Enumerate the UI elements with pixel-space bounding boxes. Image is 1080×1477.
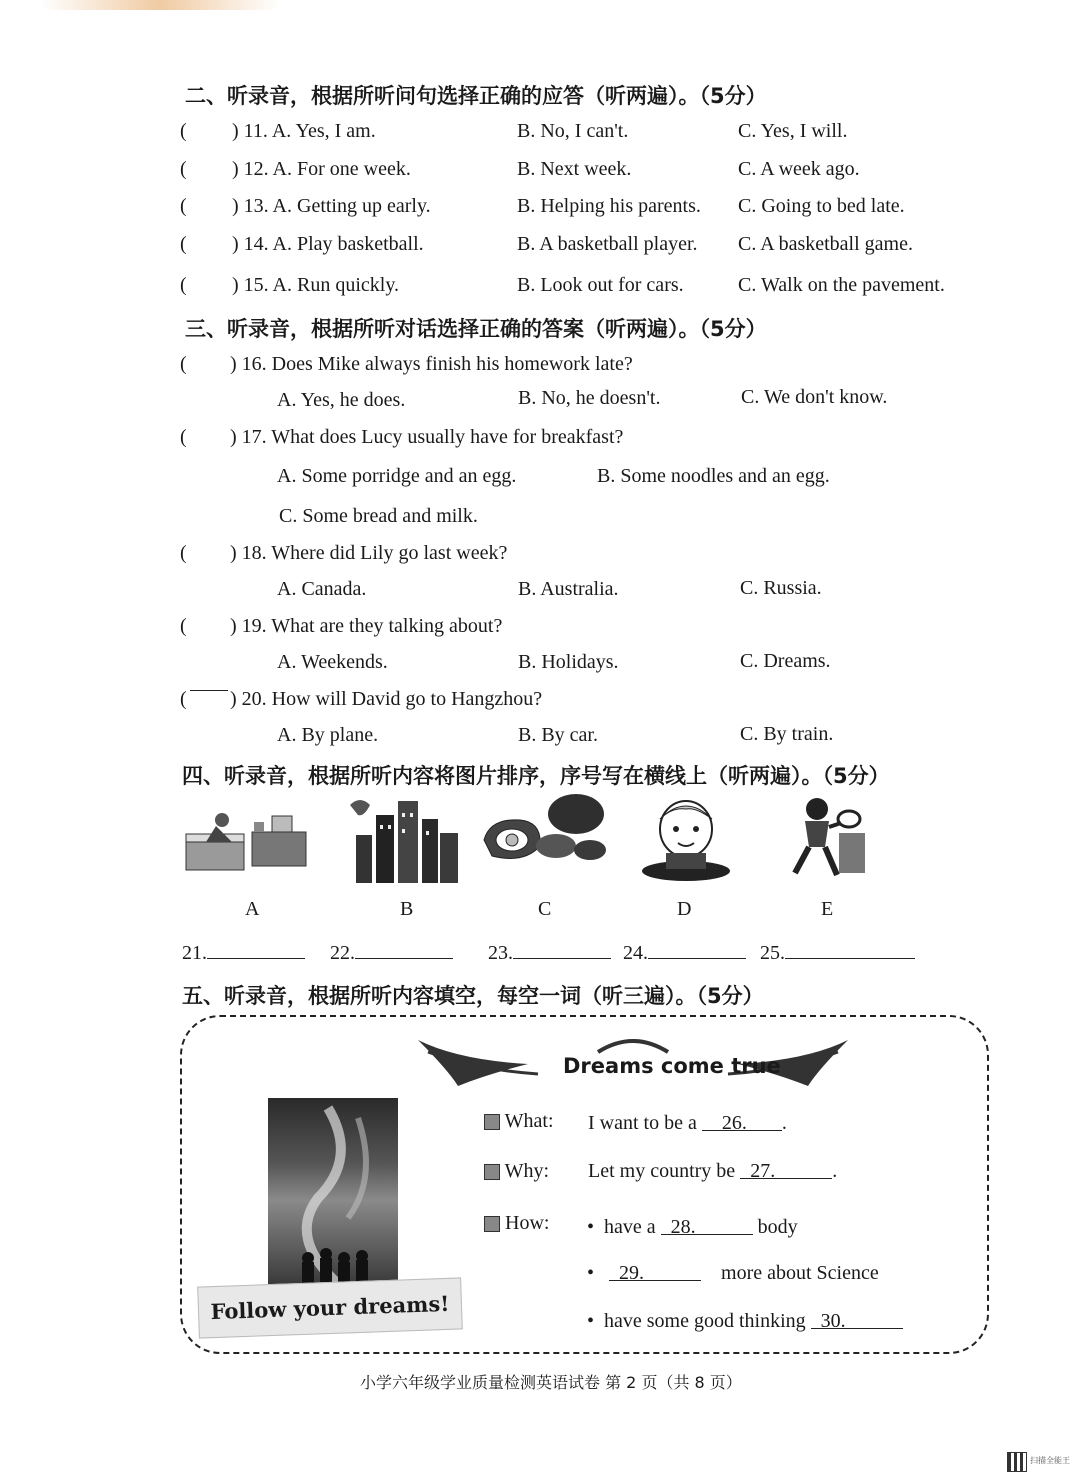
answer-line-27[interactable]: 27. — [740, 1160, 832, 1179]
breakfast-picture — [480, 790, 615, 880]
what-row: What: — [484, 1110, 554, 1133]
tennis-player-picture — [785, 793, 870, 881]
how-row: How: — [484, 1212, 549, 1235]
option-b: B. Look out for cars. — [517, 274, 684, 296]
answer-line[interactable] — [207, 940, 305, 959]
option-b: B. By car. — [518, 724, 598, 746]
poster-art — [268, 1098, 398, 1284]
how-item-1: • have a 28. body — [587, 1216, 798, 1238]
how-item-3: • have some good thinking 30. — [587, 1310, 903, 1333]
bullet-icon: • — [587, 1262, 595, 1284]
bullet-icon: • — [587, 1216, 595, 1238]
why-sentence: Let my country be 27. . — [588, 1160, 838, 1182]
answer-paren[interactable]: ( — [180, 120, 187, 142]
blank-23: 23. — [488, 940, 611, 965]
option-b: B. Next week. — [517, 158, 632, 180]
answer-line[interactable] — [513, 940, 611, 959]
picture-label-a: A — [245, 898, 260, 920]
option-c: C. Dreams. — [740, 650, 831, 672]
option-c: C. Some bread and milk. — [279, 505, 478, 527]
answer-line[interactable] — [785, 940, 915, 959]
section-2-title: 二、听录音，根据所听问句选择正确的应答（听两遍）。（5分） — [185, 84, 767, 108]
answer-line-30[interactable]: 30. — [811, 1310, 903, 1329]
option-b: B. No, he doesn't. — [518, 387, 661, 409]
answer-paren[interactable]: ( — [180, 195, 187, 217]
answer-paren[interactable]: ( — [180, 158, 187, 180]
blank-22: 22. — [330, 940, 453, 965]
question-text: ) 16. Does Mike always finish his homework late? — [230, 353, 633, 375]
blank-21: 21. — [182, 940, 305, 965]
answer-line-28[interactable]: 28. — [661, 1216, 753, 1235]
dreams-header: Dreams come true — [563, 1054, 781, 1078]
section-3-title: 三、听录音，根据所听对话选择正确的答案（听两遍）。（5分） — [185, 317, 767, 341]
answer-paren[interactable]: ( — [180, 426, 187, 448]
option-c: C. Going to bed late. — [738, 195, 905, 217]
square-bullet-icon — [484, 1114, 500, 1130]
option-b: B. Holidays. — [518, 651, 619, 673]
picture-label-b: B — [400, 898, 414, 920]
what-sentence: I want to be a 26. . — [588, 1112, 787, 1134]
option-a: ) 12. A. For one week. — [232, 158, 411, 180]
dream-poster-image — [268, 1098, 398, 1284]
answer-line-29[interactable]: 29. — [609, 1262, 701, 1281]
picture-label-d: D — [677, 898, 692, 920]
answer-paren[interactable]: ( — [180, 274, 187, 296]
option-a: ) 11. A. Yes, I am. — [232, 120, 376, 142]
option-c: C. By train. — [740, 723, 834, 745]
option-a: A. Weekends. — [277, 651, 388, 673]
option-a: ) 15. A. Run quickly. — [232, 274, 400, 296]
option-c: C. Walk on the pavement. — [738, 274, 945, 296]
option-b: B. Helping his parents. — [517, 195, 701, 217]
page-footer: 小学六年级学业质量检测英语试卷 第 2 页（共 8 页） — [360, 1373, 742, 1392]
section-4-title: 四、听录音，根据所听内容将图片排序，序号写在横线上（听两遍）。（5分） — [182, 764, 890, 788]
option-a: A. Yes, he does. — [277, 389, 406, 411]
scan-smear — [40, 0, 280, 10]
paren-stroke — [190, 690, 228, 691]
question-text: ) 19. What are they talking about? — [230, 615, 503, 637]
square-bullet-icon — [484, 1164, 500, 1180]
answer-paren[interactable]: ( — [180, 688, 187, 710]
option-b: B. Australia. — [518, 578, 619, 600]
option-a: ) 14. A. Play basketball. — [232, 233, 424, 255]
option-b: B. Some noodles and an egg. — [597, 465, 830, 487]
option-b: B. No, I can't. — [517, 120, 629, 142]
square-bullet-icon — [484, 1216, 500, 1232]
how-item-2: • 29. more about Science — [587, 1262, 879, 1284]
blank-24: 24. — [623, 940, 746, 965]
option-b: B. A basketball player. — [517, 233, 698, 255]
qr-code-icon — [1007, 1452, 1027, 1472]
answer-line-26[interactable]: 26. — [702, 1112, 782, 1131]
bullet-icon: • — [587, 1310, 595, 1332]
answer-paren[interactable]: ( — [180, 615, 187, 637]
question-text: ) 18. Where did Lily go last week? — [230, 542, 508, 564]
picture-label-e: E — [821, 898, 834, 920]
eating-boy-picture — [636, 793, 736, 883]
section-5-title: 五、听录音，根据所听内容填空，每空一词（听三遍）。（5分） — [182, 984, 764, 1008]
option-a: A. Canada. — [277, 578, 367, 600]
why-row: Why: — [484, 1160, 549, 1183]
answer-line[interactable] — [648, 940, 746, 959]
scanner-watermark: 扫描全能王 — [1030, 1456, 1070, 1465]
blank-25: 25. — [760, 940, 915, 965]
answer-paren[interactable]: ( — [180, 353, 187, 375]
option-c: C. Yes, I will. — [738, 120, 848, 142]
poster-caption: Follow your dreams! — [197, 1277, 463, 1338]
answer-paren[interactable]: ( — [180, 542, 187, 564]
option-c: C. Russia. — [740, 577, 822, 599]
option-c: C. A basketball game. — [738, 233, 913, 255]
question-text: ) 20. How will David go to Hangzhou? — [230, 688, 543, 710]
option-c: C. We don't know. — [741, 386, 888, 408]
option-c: C. A week ago. — [738, 158, 860, 180]
option-a: A. Some porridge and an egg. — [277, 465, 517, 487]
answer-line[interactable] — [355, 940, 453, 959]
city-picture — [350, 795, 462, 885]
option-a: A. By plane. — [277, 724, 379, 746]
picture-label-c: C — [538, 898, 552, 920]
bedroom-picture — [182, 808, 312, 878]
answer-paren[interactable]: ( — [180, 233, 187, 255]
option-a: ) 13. A. Getting up early. — [232, 195, 431, 217]
question-text: ) 17. What does Lucy usually have for breakfast? — [230, 426, 624, 448]
